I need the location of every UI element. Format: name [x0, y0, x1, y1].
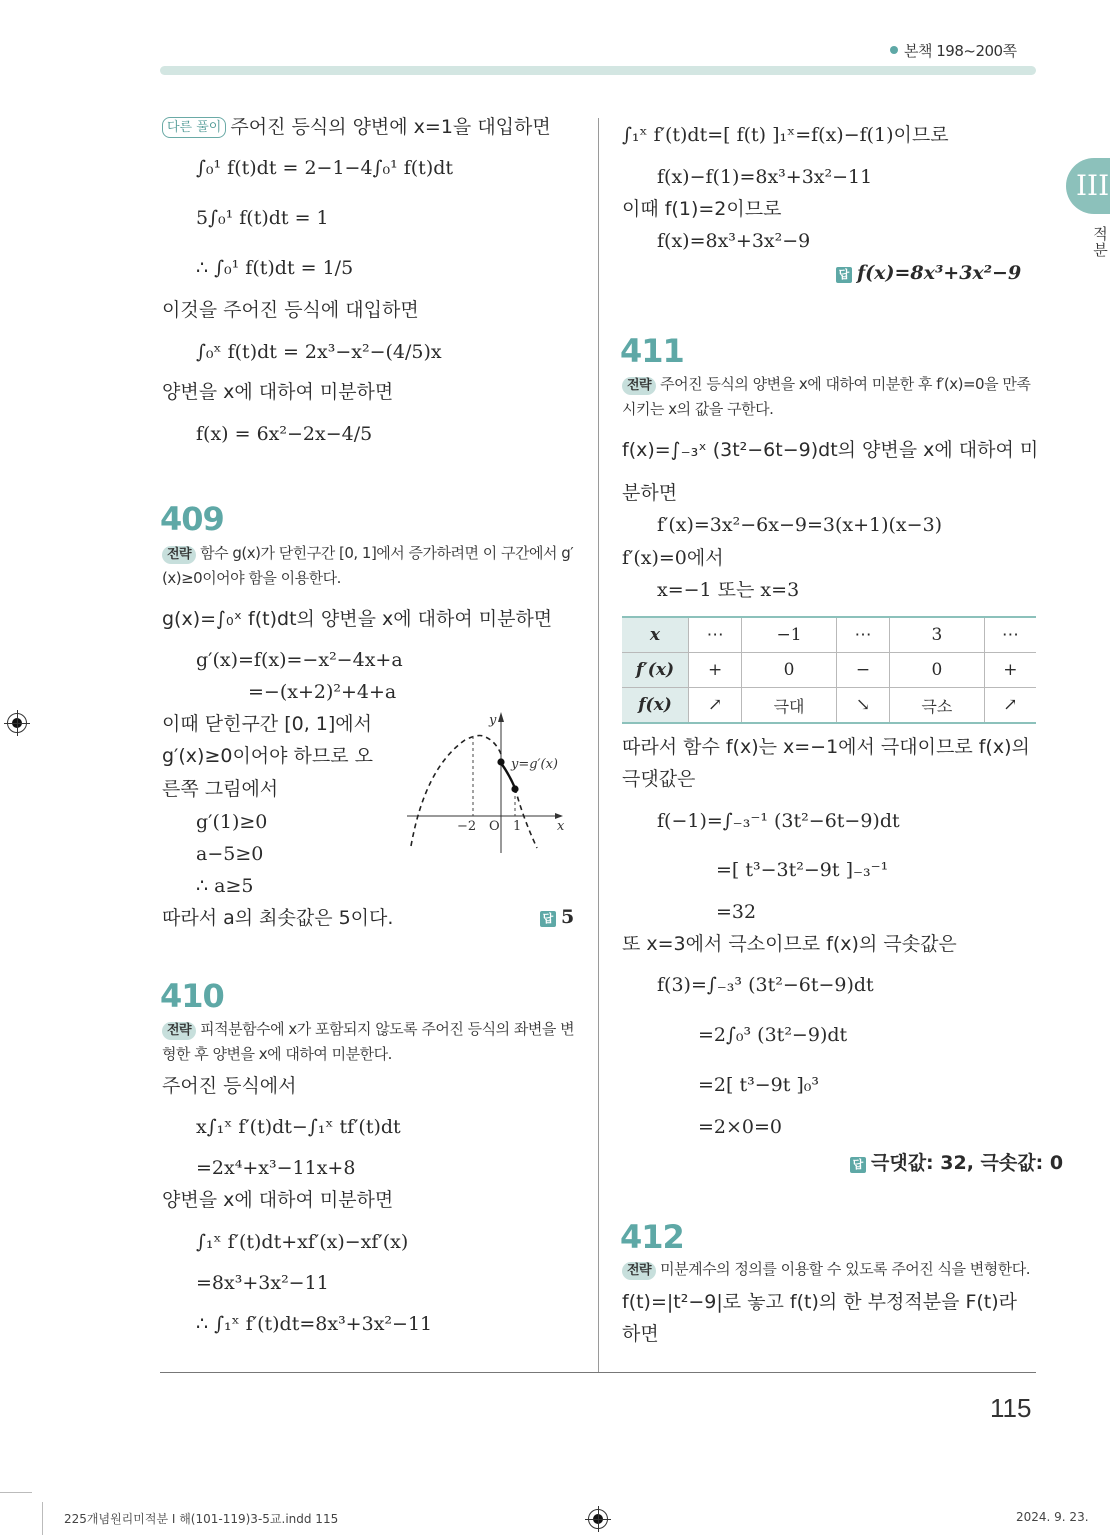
footer-date: 2024. 9. 23. [1016, 1510, 1089, 1524]
equation-line: ∴ ∫₀¹ f(t)dt = 1/5 [196, 257, 354, 279]
table-cell: 극대 [742, 688, 837, 724]
answer-icon: 답 [540, 911, 556, 927]
footer-file-name: 225개념원리미적분 I 해(101-119)3-5교.indd 115 [64, 1512, 339, 1526]
table-row [622, 617, 1036, 653]
text-line: 양변을 x에 대하여 미분하면 [162, 1189, 394, 1211]
svg-text:x: x [557, 819, 565, 834]
strategy-411 [622, 372, 1042, 422]
chapter-tab [1066, 158, 1110, 214]
text-line: 이것을 주어진 등식에 대입하면 [162, 299, 419, 321]
problem-number-410: 410 [160, 977, 224, 1015]
text-line: 또 x=3에서 극소이므로 f(x)의 극솟값은 [622, 933, 957, 955]
equation-line: x∫₁ˣ f′(t)dt−∫₁ˣ tf′(t)dt [196, 1116, 401, 1138]
svg-text:1: 1 [513, 819, 522, 834]
strategy-410 [162, 1017, 582, 1067]
table-cell: − [836, 653, 889, 688]
equation-line: =2[ t³−9t ]₀³ [698, 1074, 820, 1096]
page-number: 115 [990, 1393, 1032, 1423]
parabola-graph [405, 708, 585, 858]
answer-409 [540, 906, 574, 928]
y-axis-arrow-icon [498, 712, 504, 722]
equation-line: =−(x+2)²+4+a [248, 681, 397, 703]
equation-line: =[ t³−3t²−9t ]₋₃⁻¹ [716, 859, 889, 881]
strategy-text: 피적분함수에 x가 포함되지 않도록 주어진 등식의 좌변을 변형한 후 양변을 x에 대하여 미분한다. [162, 1020, 575, 1063]
text-line: 른쪽 그림에서 [162, 778, 279, 800]
problem-number-409: 409 [160, 500, 224, 538]
equation-line: ∫₁ˣ f′(t)dt+xf′(x)−xf′(x) [196, 1231, 409, 1253]
strategy-badge: 전략 [622, 377, 656, 395]
equation-line: f′(x)=3x²−6x−9=3(x+1)(x−3) [657, 514, 943, 536]
equation-line: f(x) = 6x²−2x−4/5 [196, 423, 373, 445]
table-cell: 극소 [890, 688, 985, 724]
equation-line: =2×0=0 [698, 1116, 783, 1138]
registration-mark-icon [7, 713, 27, 733]
equation-line: =32 [716, 901, 757, 923]
table-cell: ⋯ [984, 617, 1036, 653]
text-line: 양변을 x에 대하여 미분하면 [162, 381, 394, 403]
text-line: 따라서 a의 최솟값은 5이다. [162, 907, 394, 929]
answer-icon: 답 [836, 267, 852, 283]
strategy-badge: 전략 [162, 546, 196, 564]
text-line: 분하면 [622, 482, 678, 504]
equation-line: ∴ a≥5 [196, 875, 254, 897]
equation-line: 5∫₀¹ f(t)dt = 1 [196, 207, 329, 229]
increase-arrow-icon: ↗ [689, 688, 742, 724]
text-line: 극댓값은 [622, 768, 696, 790]
strategy-409 [162, 541, 582, 591]
text-line: g′(x)≥0이어야 하므로 오 [162, 745, 374, 767]
table-header-cell: x [622, 617, 689, 653]
strategy-text: 미분계수의 정의를 이용할 수 있도록 주어진 식을 변형한다. [660, 1260, 1031, 1278]
decrease-arrow-icon: ↘ [836, 688, 889, 724]
table-cell: 0 [890, 653, 985, 688]
equation-line: f(3)=∫₋₃³ (3t²−6t−9)dt [657, 974, 874, 996]
header-bar [160, 66, 1036, 75]
bullet-dot-icon [890, 46, 898, 54]
table-cell: ⋯ [836, 617, 889, 653]
alt-solution-intro [162, 115, 551, 139]
text-line: 주어진 등식의 양변에 x=1을 대입하면 [230, 116, 551, 138]
strategy-text: 주어진 등식의 양변을 x에 대하여 미분한 후 f′(x)=0을 만족시키는 x의 값을 구한다. [622, 375, 1031, 418]
chapter-numeral: III [1076, 169, 1110, 202]
crop-mark [0, 1492, 32, 1493]
answer-410 [836, 262, 1021, 284]
table-cell: 0 [742, 653, 837, 688]
text-line: 주어진 등식에서 [162, 1075, 297, 1097]
alt-solution-badge: 다른 풀이 [162, 117, 226, 138]
increase-arrow-icon: ↗ [984, 688, 1036, 724]
crop-mark [42, 1502, 43, 1535]
ref-label: 본책 [904, 42, 932, 60]
problem-number-411: 411 [620, 332, 684, 370]
equation-line: ∫₀ˣ f(t)dt = 2x³−x²−(4/5)x [196, 341, 442, 363]
text-line: 이때 닫힌구간 [0, 1]에서 [162, 713, 372, 735]
equation-line: f′(x)=0에서 [622, 547, 724, 569]
increase-decrease-table [622, 616, 1036, 724]
page-reference [890, 40, 1017, 61]
problem-number-412: 412 [620, 1218, 684, 1256]
equation-line: x=−1 또는 x=3 [657, 579, 800, 601]
equation-line: f(x)−f(1)=8x³+3x²−11 [657, 166, 873, 188]
equation-line: f(t)=|t²−9|로 놓고 f(t)의 한 부정적분을 F(t)라 [622, 1291, 1018, 1313]
table-cell: + [984, 653, 1036, 688]
table-row [622, 688, 1036, 724]
table-cell: ⋯ [689, 617, 742, 653]
table-cell: 3 [890, 617, 985, 653]
svg-text:−2: −2 [457, 819, 477, 834]
equation-line: f(x)=8x³+3x²−9 [657, 230, 811, 252]
equation-line: g′(x)=f(x)=−x²−4x+a [196, 649, 403, 671]
strategy-badge: 전략 [162, 1022, 196, 1040]
equation-line: g(x)=∫₀ˣ f(t)dt의 양변을 x에 대하여 미분하면 [162, 608, 553, 630]
answer-icon: 답 [850, 1157, 866, 1173]
equation-line: ∫₀¹ f(t)dt = 2−1−4∫₀¹ f(t)dt [196, 157, 454, 179]
answer-411 [850, 1148, 1063, 1175]
column-divider [598, 118, 599, 1372]
answer-value: f(x)=8x³+3x²−9 [857, 262, 1022, 284]
text-line: 따라서 함수 f(x)는 x=−1에서 극대이므로 f(x)의 [622, 736, 1030, 758]
equation-line: ∴ ∫₁ˣ f′(t)dt=8x³+3x²−11 [196, 1313, 433, 1335]
chapter-label: 적분 [1091, 226, 1109, 258]
answer-value: 극댓값: 32, 극솟값: 0 [871, 1152, 1064, 1174]
equation-line: f(−1)=∫₋₃⁻¹ (3t²−6t−9)dt [657, 810, 900, 832]
strategy-text: 함수 g(x)가 닫힌구간 [0, 1]에서 증가하려면 이 구간에서 g′(x)≥0이어야 함을 이용한다. [162, 544, 574, 587]
strategy-badge: 전략 [622, 1262, 656, 1280]
equation-line: =2∫₀³ (3t²−9)dt [698, 1024, 848, 1046]
table-cell: + [689, 653, 742, 688]
table-cell: −1 [742, 617, 837, 653]
ref-pages: 198~200쪽 [936, 42, 1017, 60]
svg-text:y: y [489, 713, 497, 728]
table-row [622, 653, 1036, 688]
strategy-412 [622, 1257, 1042, 1282]
text-line: 이때 f(1)=2이므로 [622, 198, 782, 220]
answer-value: 5 [561, 906, 575, 928]
svg-text:O: O [489, 819, 500, 834]
equation-line: =2x⁴+x³−11x+8 [196, 1157, 356, 1179]
table-header-cell: f′(x) [622, 653, 689, 688]
table-header-cell: f(x) [622, 688, 689, 724]
equation-line: a−5≥0 [196, 843, 264, 865]
svg-text:y=g′(x): y=g′(x) [511, 757, 558, 772]
equation-line: f(x)=∫₋₃ˣ (3t²−6t−9)dt의 양변을 x에 대하여 미 [622, 439, 1039, 461]
bottom-rule [160, 1372, 1036, 1373]
text-line: 하면 [622, 1323, 659, 1345]
equation-line: g′(1)≥0 [196, 811, 268, 833]
equation-line: =8x³+3x²−11 [196, 1272, 329, 1294]
registration-mark-icon [588, 1509, 608, 1529]
equation-line: ∫₁ˣ f′(t)dt=[ f(t) ]₁ˣ=f(x)−f(1)이므로 [622, 124, 949, 146]
